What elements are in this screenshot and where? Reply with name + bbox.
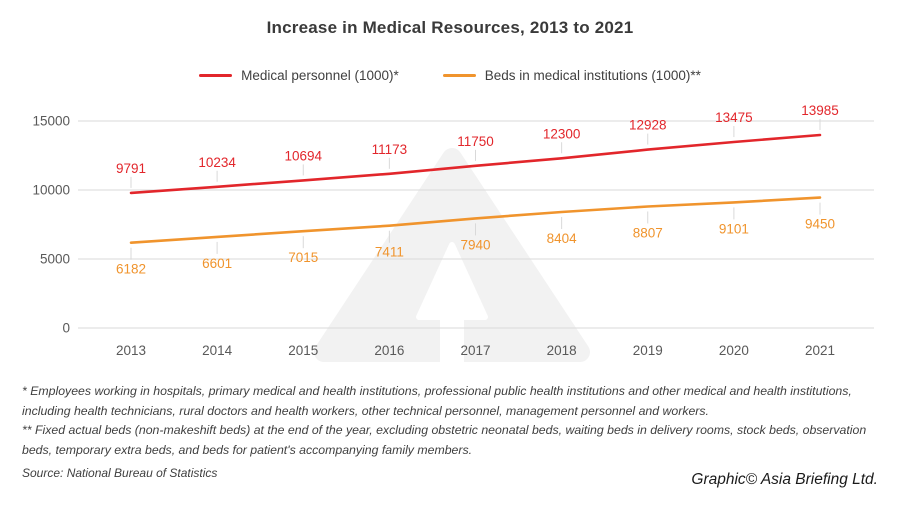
data-label: 12928 [628, 117, 667, 133]
footnote-beds: ** Fixed actual beds (non-makeshift beds) at the end of the year, excluding obstetric neonatal beds, waiting beds in delivery rooms, stock beds, observation beds, temporary extra beds, and beds for patient's accompanying family members. [22, 423, 867, 458]
x-axis-tick-label: 2014 [202, 343, 233, 358]
data-label: 8404 [546, 231, 577, 247]
legend-label: Beds in medical institutions (1000)** [484, 68, 701, 83]
data-label: 10694 [284, 148, 323, 164]
data-label: 8807 [632, 225, 663, 241]
y-axis-tick-label: 5000 [39, 251, 70, 267]
x-axis-tick-label: 2019 [632, 343, 663, 358]
graphic-credit: Graphic© Asia Briefing Ltd. [691, 471, 878, 488]
y-axis-tick-label: 0 [62, 320, 70, 336]
data-label: 11750 [457, 133, 494, 149]
source-note: Source: National Bureau of Statistics [22, 466, 218, 480]
data-label: 6601 [202, 255, 233, 271]
data-label: 7940 [460, 237, 491, 253]
x-axis-tick-label: 2020 [718, 343, 749, 358]
x-axis-tick-label: 2016 [374, 343, 405, 358]
y-axis-tick-label: 15000 [32, 113, 70, 129]
asia-briefing-logo-watermark [324, 158, 580, 365]
x-axis-tick-label: 2017 [460, 343, 491, 358]
legend-label: Medical personnel (1000)* [241, 68, 399, 83]
x-axis-tick-label: 2021 [804, 343, 836, 358]
legend-item-1 [443, 68, 701, 83]
legend-line-swatch [443, 74, 476, 77]
data-label: 13985 [801, 103, 839, 119]
x-axis-tick-label: 2013 [115, 343, 147, 358]
data-label: 9791 [115, 160, 147, 176]
data-label: 10234 [198, 154, 236, 170]
footnotes [22, 382, 884, 461]
data-label: 7411 [374, 244, 404, 260]
data-label: 7015 [288, 250, 319, 266]
y-axis-tick-label: 10000 [32, 182, 70, 198]
data-label: 11173 [371, 141, 408, 157]
chart-legend [0, 68, 900, 83]
data-label: 6182 [115, 261, 147, 277]
x-axis-tick-label: 2015 [288, 343, 319, 358]
data-label: 13475 [715, 110, 753, 126]
data-label: 9450 [804, 216, 836, 232]
x-axis-tick-label: 2018 [546, 343, 577, 358]
chart-title: Increase in Medical Resources, 2013 to 2021 [266, 18, 634, 37]
footnote-personnel: * Employees working in hospitals, primary medical and health institutions, professional public health institutions and other medical and health institutions, including health technicians, rural doctors and health workers, other technical personnel, management personnel and workers. [22, 384, 852, 418]
data-label: 9101 [718, 221, 749, 237]
legend-item-0 [199, 68, 399, 83]
legend-line-swatch [199, 74, 232, 77]
data-label: 12300 [542, 126, 581, 142]
